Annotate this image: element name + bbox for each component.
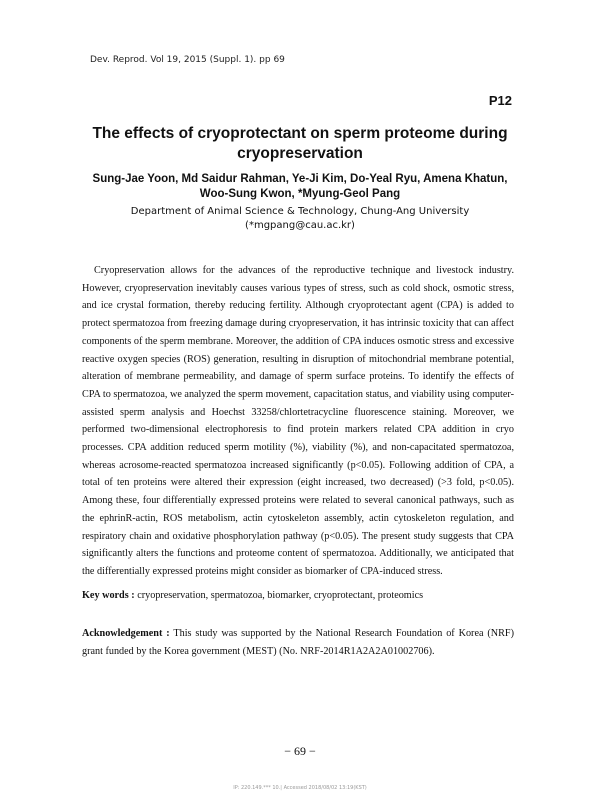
paper-code: P12	[488, 93, 512, 108]
authors-line-1: Sung-Jae Yoon, Md Saidur Rahman, Ye-Ji Kim, Do-Yeal Ryu, Amena Khatun,	[92, 173, 508, 185]
keywords-label: Key words :	[82, 590, 135, 601]
authors-line-2: Woo-Sung Kwon, *Myung-Geol Pang	[199, 188, 401, 200]
affiliation-line-1: Department of Animal Science & Technology, Chung-Ang University	[130, 206, 470, 217]
acknowledgement	[82, 625, 514, 660]
affiliation	[70, 205, 530, 233]
keywords-text: cryopreservation, spermatozoa, biomarker, cryoprotectant, proteomics	[134, 590, 424, 601]
access-footer: IP: 220.149.*** 10.| Accessed 2018/08/02 13:19(KST)	[233, 785, 367, 791]
abstract-text: Cryopreservation allows for the advances of the reproductive technique and livestock industry. However, cryopreservation inevitably causes various types of stress, such as cold shock, osmotic stress, and ice crystal formation, thereby reducing fertility. Although cryoprotectant agent (CPA) is added to protect spermatozoa from freezing damage during cryopreservation, it has intrinsic toxicity that can affect components of the sperm membrane. Moreover, the addition of CPA induces osmotic stress and excessive reactive oxygen species (ROS) generation, resulting in disruption of mitochondrial membrane potential, alteration of membrane permeability, and damage of sperm surface proteins. To identify the effects of CPA to spermatozoa, we analyzed the sperm movement, capacitation status, and viability using computer-assisted sperm analysis and Hoechst 33258/chlortetracycline fluorescence staining. Moreover, we performed two-dimensional electrophoresis to find protein markers related CPA addition in cryo processes. CPA addition reduced sperm motility (%), viability (%), and non-capacitated spermatozoa, whereas acrosome-reacted spermatozoa increased significantly (p<0.05). Following addition of CPA, a total of ten proteins were altered their expression (eight increased, two decreased) (>3 fold, p<0.05). Among these, four differentially expressed proteins were related to several canonical pathways, such as the ephrinR-actin, ROS metabolism, actin cytoskeleton assembly, actin cytoskeleton regulation, and respiratory chain and oxidative phosphorylation pathway (p<0.05). The present study suggests that CPA significantly alters the functions and proteome content of spermatozoa. Additionally, we anticipated that the differentially expressed proteins might consider as biomarker of CPA-induced stress.	[82, 265, 514, 577]
acknowledgement-label: Acknowledgement :	[82, 628, 170, 639]
author-list	[70, 172, 530, 202]
title-line-1: The effects of cryoprotectant on sperm proteome during	[92, 125, 508, 142]
journal-header: Dev. Reprod. Vol 19, 2015 (Suppl. 1). pp 69	[90, 55, 285, 65]
affiliation-line-2: (*mgpang@cau.ac.kr)	[245, 220, 355, 231]
paper-title	[70, 124, 530, 164]
keywords	[82, 588, 514, 604]
title-line-2: cryopreservation	[237, 145, 363, 162]
page-number: − 69 −	[284, 744, 316, 758]
acknowledgement-text: This study was supported by the National Research Foundation of Korea (NRF) grant funded by the Korea government (MEST) (No. NRF-2014R1A2A2A01002706).	[82, 628, 514, 657]
